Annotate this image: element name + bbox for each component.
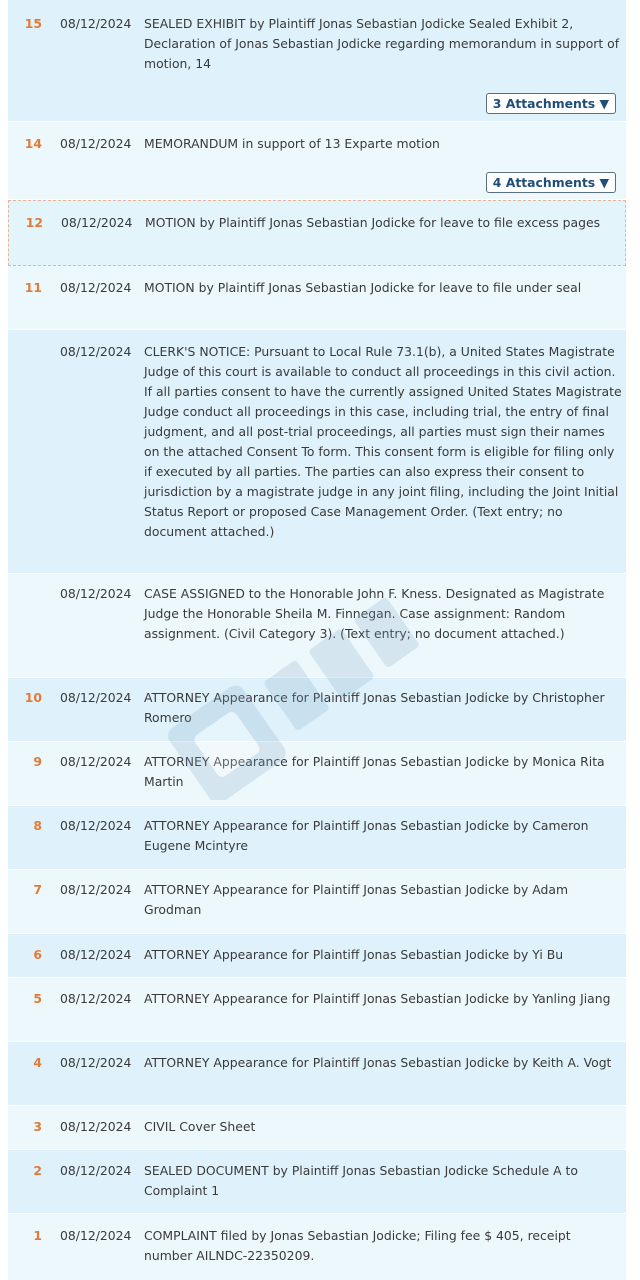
entry-date: 08/12/2024 bbox=[60, 1119, 132, 1134]
entry-date: 08/12/2024 bbox=[60, 344, 132, 359]
entry-description: SEALED DOCUMENT by Plaintiff Jonas Sebastian Jodicke Schedule A to Complaint 1 bbox=[144, 1163, 578, 1198]
entry-description: ATTORNEY Appearance for Plaintiff Jonas Sebastian Jodicke by Christopher Romero bbox=[144, 690, 605, 725]
entry-description: ATTORNEY Appearance for Plaintiff Jonas Sebastian Jodicke by Yanling Jiang bbox=[144, 991, 611, 1006]
entry-number: 9 bbox=[33, 754, 42, 769]
entry-date: 08/12/2024 bbox=[60, 586, 132, 601]
entry-date: 08/12/2024 bbox=[60, 818, 132, 833]
docket-entry-11 bbox=[8, 266, 626, 330]
entry-description: ATTORNEY Appearance for Plaintiff Jonas Sebastian Jodicke by Monica Rita Martin bbox=[144, 754, 605, 789]
entry-number: 11 bbox=[24, 280, 42, 295]
entry-date: 08/12/2024 bbox=[60, 1228, 132, 1243]
entry-description: ATTORNEY Appearance for Plaintiff Jonas Sebastian Jodicke by Yi Bu bbox=[144, 947, 564, 962]
entry-description: SEALED EXHIBIT by Plaintiff Jonas Sebastian Jodicke Sealed Exhibit 2, Declaration of Jonas Sebastian Jodicke regarding memorandum in support of motion, 14 bbox=[144, 16, 620, 71]
entry-date: 08/12/2024 bbox=[60, 136, 132, 151]
docket-entry-12 bbox=[8, 200, 626, 266]
entry-number: 10 bbox=[24, 690, 42, 705]
entry-number: 3 bbox=[33, 1119, 42, 1134]
entry-number: 1 bbox=[33, 1228, 42, 1243]
entry-description: CIVIL Cover Sheet bbox=[144, 1119, 256, 1134]
docket-entry-5 bbox=[8, 978, 626, 1042]
entry-number: 2 bbox=[33, 1163, 42, 1178]
docket-entry-case-assigned bbox=[8, 574, 626, 678]
entry-date: 08/12/2024 bbox=[60, 1055, 132, 1070]
entry-description: MOTION by Plaintiff Jonas Sebastian Jodicke for leave to file under seal bbox=[144, 280, 582, 295]
entry-number: 15 bbox=[24, 16, 42, 31]
docket-entries-table bbox=[8, 0, 626, 1280]
caret-down-icon: ▼ bbox=[599, 175, 609, 190]
entry-number: 6 bbox=[33, 947, 42, 962]
docket-entry-9 bbox=[8, 742, 626, 806]
entry-number: 14 bbox=[24, 136, 42, 151]
entry-number: 7 bbox=[33, 882, 42, 897]
docket-entry-2 bbox=[8, 1150, 626, 1214]
entry-number: 12 bbox=[25, 215, 43, 230]
docket-entry-6 bbox=[8, 934, 626, 978]
docket-entry-7 bbox=[8, 870, 626, 934]
entry-date: 08/12/2024 bbox=[60, 280, 132, 295]
entry-date: 08/12/2024 bbox=[60, 947, 132, 962]
entry-description: ATTORNEY Appearance for Plaintiff Jonas Sebastian Jodicke by Cameron Eugene Mcintyre bbox=[144, 818, 589, 853]
docket-entry-3 bbox=[8, 1106, 626, 1150]
entry-number: 5 bbox=[33, 991, 42, 1006]
entry-date: 08/12/2024 bbox=[61, 215, 133, 230]
entry-description: ATTORNEY Appearance for Plaintiff Jonas Sebastian Jodicke by Adam Grodman bbox=[144, 882, 569, 917]
docket-entry-14 bbox=[8, 122, 626, 200]
entry-description: CLERK'S NOTICE: Pursuant to Local Rule 73.1(b), a United States Magistrate Judge of this court is available to conduct all proceedings in this civil action. If all parties consent to have the currently assigned United States Magistrate Judge conduct all proceedings in this case, including trial, the entry of final judgment, and all post-trial proceedings, all parties must sign their names on the attached Consent To form. This consent form is eligible for filing only if executed by all parties. The parties can also express their consent to jurisdiction by a magistrate judge in any joint filing, including the Joint Initial Status Report or proposed Case Management Order. (Text entry; no document attached.) bbox=[144, 344, 622, 539]
docket-entry-1 bbox=[8, 1214, 626, 1280]
entry-description: COMPLAINT filed by Jonas Sebastian Jodicke; Filing fee $ 405, receipt number AILNDC-22350209. bbox=[144, 1228, 571, 1263]
entry-description: ATTORNEY Appearance for Plaintiff Jonas Sebastian Jodicke by Keith A. Vogt bbox=[144, 1055, 612, 1070]
attachments-button[interactable]: 3 Attachments ▼ bbox=[486, 93, 616, 114]
docket-entry-clerks-notice bbox=[8, 330, 626, 574]
entry-date: 08/12/2024 bbox=[60, 1163, 132, 1178]
entry-description: CASE ASSIGNED to the Honorable John F. Kness. Designated as Magistrate Judge the Honorable Sheila M. Finnegan. Case assignment: Random assignment. (Civil Category 3). (Text entry; no document attached.) bbox=[144, 586, 605, 641]
entry-number: 8 bbox=[33, 818, 42, 833]
attachments-button[interactable]: 4 Attachments ▼ bbox=[486, 172, 616, 193]
entry-date: 08/12/2024 bbox=[60, 16, 132, 31]
entry-number: 4 bbox=[33, 1055, 42, 1070]
entry-date: 08/12/2024 bbox=[60, 690, 132, 705]
entry-description: MOTION by Plaintiff Jonas Sebastian Jodicke for leave to file excess pages bbox=[145, 215, 601, 230]
entry-description: MEMORANDUM in support of 13 Exparte motion bbox=[144, 136, 440, 151]
caret-down-icon: ▼ bbox=[599, 96, 609, 111]
entry-date: 08/12/2024 bbox=[60, 754, 132, 769]
entry-date: 08/12/2024 bbox=[60, 991, 132, 1006]
entry-date: 08/12/2024 bbox=[60, 882, 132, 897]
docket-entry-8 bbox=[8, 806, 626, 870]
docket-entry-10 bbox=[8, 678, 626, 742]
docket-entry-15 bbox=[8, 0, 626, 122]
docket-entry-4 bbox=[8, 1042, 626, 1106]
